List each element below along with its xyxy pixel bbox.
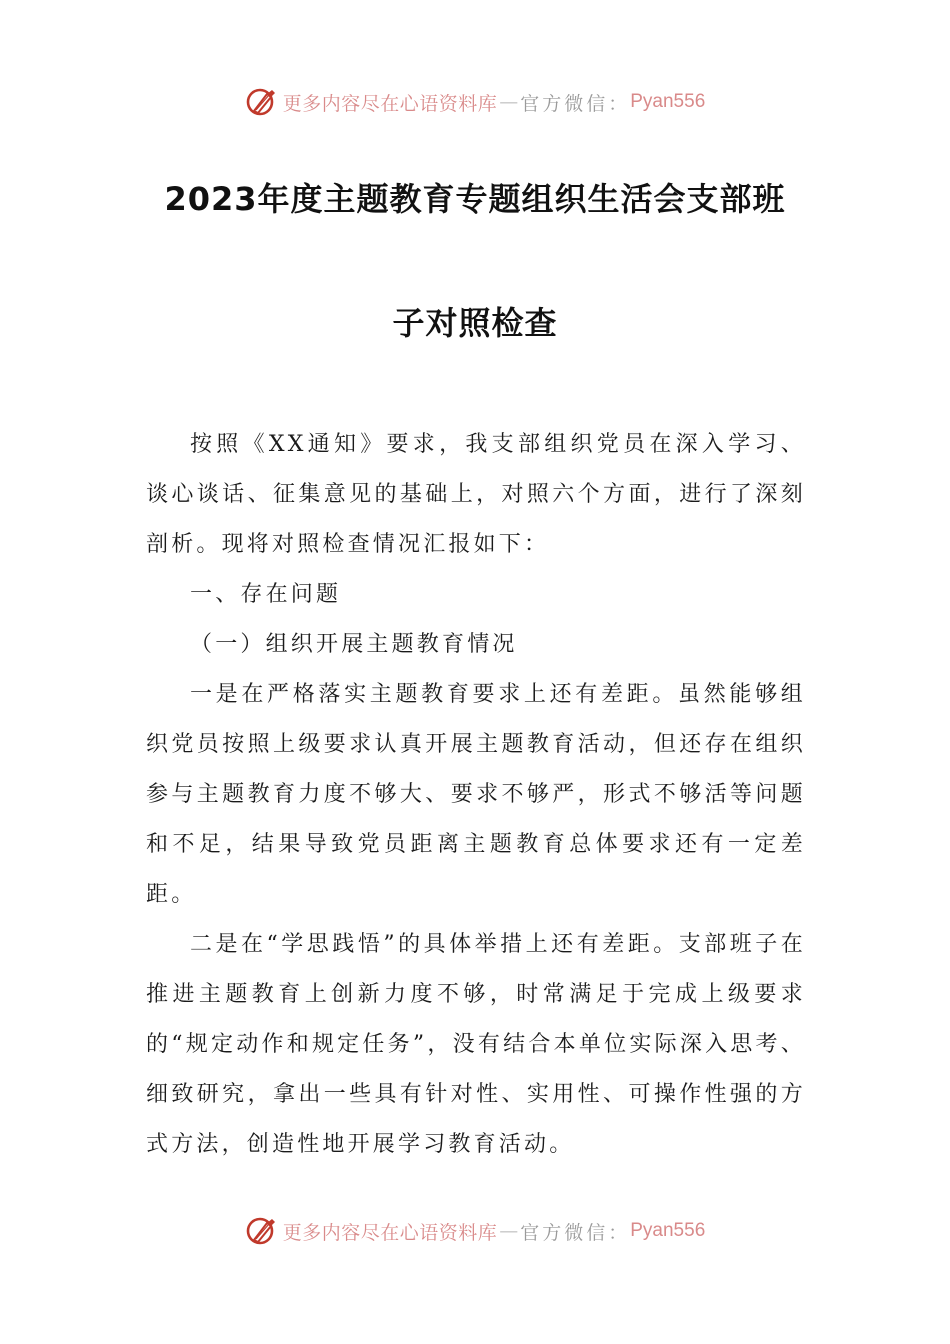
watermark-dash: —: [499, 91, 519, 113]
watermark-text: 更多内容尽在心语资料库: [282, 1221, 498, 1244]
footer-watermark: [0, 1211, 950, 1251]
intro-paragraph: 按照《XX通知》要求，我支部组织党员在深入学习、谈心谈话、征集意见的基础上，对照六个方面，进行了深刻剖析。现将对照检查情况汇报如下：: [146, 432, 806, 557]
subsection-heading: （一）组织开展主题教育情况: [190, 632, 518, 657]
body-paragraph-2: 二是在“学思践悟”的具体举措上还有差距。支部班子在推进主题教育上创新力度不够，时常满足于完成上级要求的“规定动作和规定任务”，没有结合本单位实际深入思考、细致研究，拿出一些具有针对性、实用性、可操作性强的方式方法，创造性地开展学习教育活动。: [146, 932, 806, 1157]
header-watermark: [0, 82, 950, 122]
watermark-dash: —: [499, 1220, 519, 1242]
pen-nib-circle-icon: [245, 1214, 279, 1248]
document-body: [146, 420, 806, 1170]
document-title-line-1: 2023年度主题教育专题组织生活会支部班: [164, 180, 786, 218]
section-heading: 一、存在问题: [190, 582, 342, 607]
pen-nib-circle-icon: [245, 85, 279, 119]
watermark-wechat-id: Pyan556: [630, 91, 706, 112]
body-paragraph-1: 一是在严格落实主题教育要求上还有差距。虽然能够组织党员按照上级要求认真开展主题教育活动，但还存在组织参与主题教育力度不够大、要求不够严，形式不够活等问题和不足，结果导致党员距离主题教育总体要求还有一定差距。: [146, 682, 806, 907]
document-title-line-2: 子对照检查: [392, 304, 558, 342]
watermark-official-label: 官方微信：: [520, 1221, 631, 1244]
watermark-official-label: 官方微信：: [520, 92, 631, 115]
watermark-wechat-id: Pyan556: [630, 1220, 706, 1241]
watermark-text: 更多内容尽在心语资料库: [282, 92, 498, 115]
